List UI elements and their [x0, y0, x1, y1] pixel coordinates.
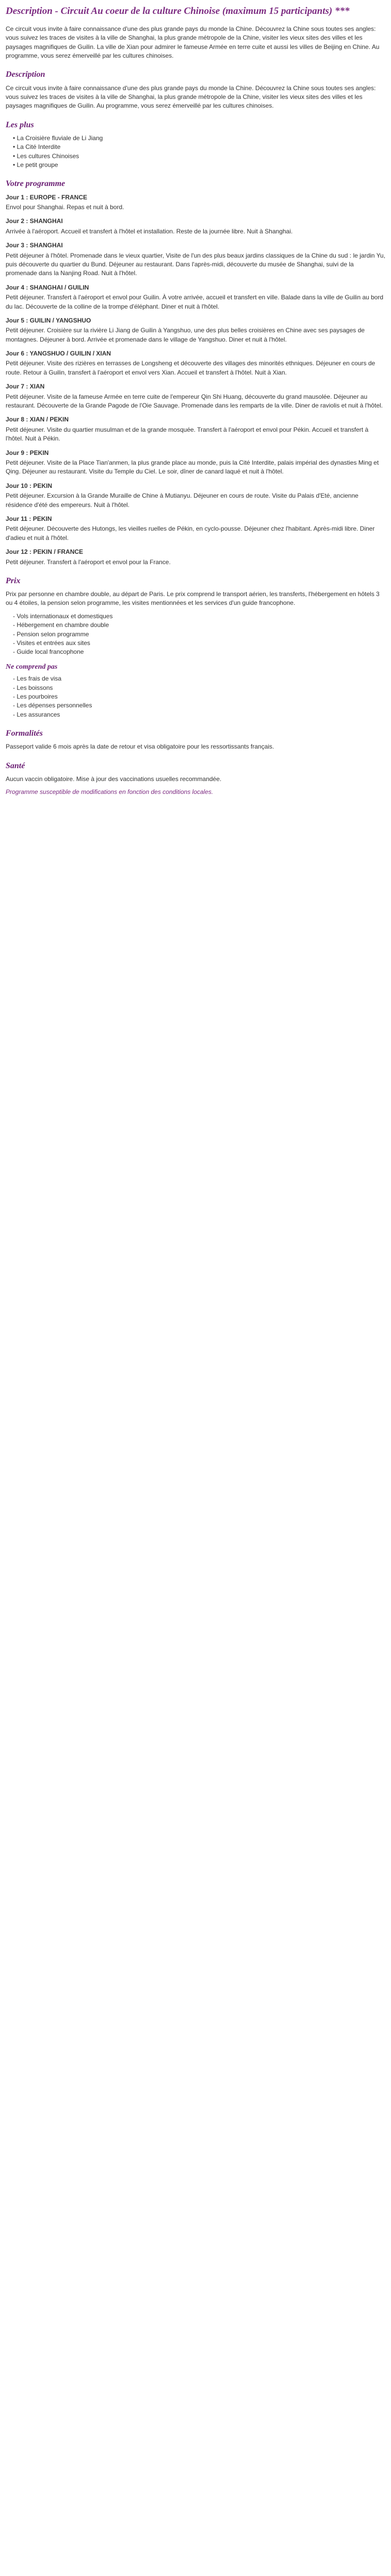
day-block [6, 241, 385, 278]
list-item: • Le petit groupe [13, 161, 385, 170]
non-inclus-list [6, 674, 385, 719]
day-text: Petit déjeuner. Excursion à la Grande Muraille de Chine à Mutianyu. Déjeuner en cours de route. Visite du Palais d'Eté, ancienne résidence d'été des empereurs. Nuit à l'hôtel. [6, 492, 359, 509]
day-label: Jour 2 : SHANGHAI [6, 217, 63, 225]
day-label: Jour 5 : GUILIN / YANGSHUO [6, 316, 91, 324]
day-block [6, 515, 385, 543]
day-block [6, 382, 385, 410]
description-heading: Description [6, 70, 45, 79]
list-item: - Les assurances [13, 710, 385, 719]
day-label: Jour 7 : XIAN [6, 383, 45, 391]
programme-heading: Votre programme [6, 179, 66, 189]
list-item: - Guide local francophone [13, 648, 385, 656]
day-block [6, 482, 385, 510]
description-text: Ce circuit vous invite à faire connaissance d'une des plus grande pays du monde la Chine. Découvrez la Chine sous toutes ses angles: vous suivez les traces de visites à la ville de Shanghai, la plus grande métropole de la Chine, visiter les vieux sites des villes et les paysages magnifiques de Guilin. Au programme, vous serez émerveillé par les cultures chinoises. [6, 84, 376, 110]
day-text: Petit déjeuner. Croisière sur la rivière Li Jiang de Guilin à Yangshuo, une des plus belles croisières en Chine avec ses paysages de montagnes. Déjeuner à bord. Arrivée et promenade dans le village de Yangshuo. Diner et nuit à l'hôtel. [6, 327, 365, 343]
day-label: Jour 9 : PEKIN [6, 449, 49, 456]
list-item: - Visites et entrées aux sites [13, 639, 385, 648]
footer-note: Programme susceptible de modifications en fonction des conditions locales. [6, 788, 214, 796]
page-title: Description - Circuit Au coeur de la culture Chinoise (maximum 15 participants) *** [6, 6, 350, 16]
sante-heading: Santé [6, 761, 25, 770]
day-block [6, 217, 385, 236]
day-text: Petit déjeuner à l'hôtel. Promenade dans le vieux quartier, Visite de l'un des plus beaux jardins classiques de la Chine du sud : le jardin Yu, puis découverte du quartier du Bund. Déjeuner au restaurant. Dans l'après-midi, découverte du musée de Shanghai, suivi de la promenade dans la Nanjing Road. Nuit à l'hôtel. [6, 251, 385, 277]
day-text: Envol pour Shanghai. Repas et nuit à bord. [6, 204, 124, 211]
prix-list [6, 612, 385, 657]
day-label: Jour 12 : PEKIN / FRANCE [6, 548, 84, 556]
day-block [6, 193, 385, 212]
day-label: Jour 10 : PEKIN [6, 482, 53, 489]
day-text: Petit déjeuner. Visite de la Place Tian'anmen, la plus grande place au monde, puis la Cité Interdite, palais impérial des dynasties Ming et Qing. Déjeuner au restaurant. Visite du Temple du Ciel. Le soir, dîner de canard laqué et nuit à l'hôtel. [6, 459, 379, 476]
day-block [6, 316, 385, 344]
day-text: Petit déjeuner. Visite du quartier musulman et de la grande mosquée. Transfert à l'aéroport et envol pour Pékin. Accueil et transfert à l'hôtel. Nuit à Pékin. [6, 426, 369, 443]
formalites-heading: Formalités [6, 729, 43, 738]
list-item: • La Cité Interdite [13, 143, 385, 151]
list-item: - Les boissons [13, 684, 385, 692]
day-text: Arrivée à l'aéroport. Accueil et transfert à l'hôtel et installation. Reste de la journée libre. Nuit à Shanghai. [6, 227, 293, 235]
highlights-list [6, 134, 385, 170]
day-text: Petit déjeuner. Découverte des Hutongs, les vieilles ruelles de Pékin, en cyclo-pousse. Déjeuner chez l'habitant. Après-midi libre. Diner d'adieu et nuit à l'hôtel. [6, 525, 375, 541]
day-label: Jour 8 : XIAN / PEKIN [6, 416, 69, 423]
day-text: Petit déjeuner. Visite des rizières en terrasses de Longsheng et découverte des villages des minorités ethniques. Déjeuner en cours de route. Retour à Guilin, transfert à l'aéroport et envol vers Xian. Accueil et transfert à l'hôtel. Nuit à Xian. [6, 360, 376, 376]
list-item: - Vols internationaux et domestiques [13, 612, 385, 621]
page [6, 0, 385, 811]
intro-text: Ce circuit vous invite à faire connaissance d'une des plus grande pays du monde la Chine. Découvrez la Chine sous toutes ses angles: vous suivez les traces de visites à la ville de Shanghai, la plus grande métropole de la Chine, visiter les vieux sites des villes et les paysages magnifiques de Guilin. La ville de Xian pour admirer le fameuse Armée en terre cuite et aussi les villes de Beijing en Chine. Au programme, vous serez émerveillé par les cultures chinoises. [6, 25, 380, 59]
day-label: Jour 6 : YANGSHUO / GUILIN / XIAN [6, 350, 111, 358]
formalites-text: Passeport valide 6 mois après la date de retour et visa obligatoire pour les ressortissants français. [6, 743, 274, 751]
list-item: - Les pourboires [13, 692, 385, 701]
prix-text: Prix par personne en chambre double, au départ de Paris. Le prix comprend le transport aérien, les transferts, l'hébergement en hôtels 3 ou 4 étoiles, la pension selon programme, les visites mentionnées et les services d'un guide francophone. [6, 590, 380, 607]
day-label: Jour 3 : SHANGHAI [6, 242, 63, 249]
day-label: Jour 11 : PEKIN [6, 515, 52, 522]
list-item: - Pension selon programme [13, 630, 385, 639]
day-block [6, 349, 385, 377]
day-label: Jour 4 : SHANGHAI / GUILIN [6, 283, 89, 291]
list-item: • La Croisière fluviale de Li Jiang [13, 134, 385, 143]
day-text: Petit déjeuner. Transfert à l'aéroport et envol pour Guilin. À votre arrivée, accueil et transfert en ville. Balade dans la ville de Guilin au bord du lac. Découverte de la colline de la trompe d'éléphant. Diner et nuit à l'hôtel. [6, 294, 384, 310]
day-block [6, 548, 385, 567]
day-block [6, 415, 385, 443]
highlights-heading: Les plus [6, 120, 34, 129]
sante-text: Aucun vaccin obligatoire. Mise à jour des vaccinations usuelles recommandée. [6, 775, 222, 783]
list-item: • Les cultures Chinoises [13, 152, 385, 161]
prix-heading: Prix [6, 576, 21, 585]
day-text: Petit déjeuner. Transfert à l'aéroport et envol pour la France. [6, 558, 171, 566]
day-block [6, 283, 385, 311]
list-item: - Hébergement en chambre double [13, 621, 385, 630]
list-item: - Les dépenses personnelles [13, 701, 385, 710]
day-label: Jour 1 : EUROPE - FRANCE [6, 193, 88, 201]
day-text: Petit déjeuner. Visite de la fameuse Armée en terre cuite de l'empereur Qin Shi Huang, découverte du grand mausolée. Déjeuner au restaurant. Découverte de la Grande Pagode de l'Oie Sauvage. Promenade dans les remparts de la ville. Diner de raviolis et nuit à l'hôtel. [6, 393, 383, 410]
list-item: - Les frais de visa [13, 674, 385, 683]
day-block [6, 449, 385, 477]
non-inclus-heading: Ne comprend pas [6, 663, 58, 671]
